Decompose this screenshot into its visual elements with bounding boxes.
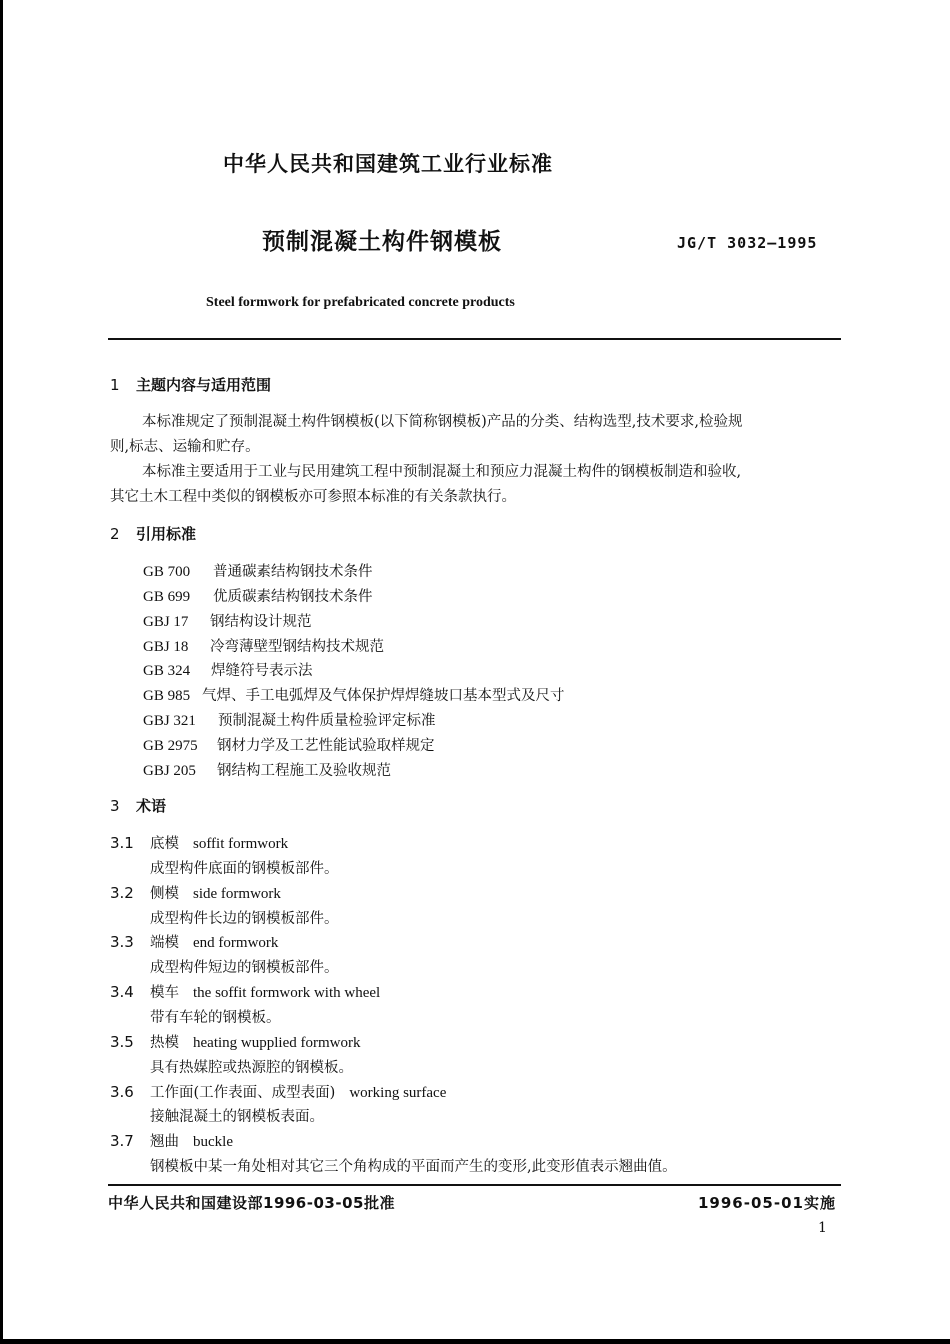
implementation-date: 1996-05-01实施 [698, 1194, 836, 1212]
page-number: 1 [818, 1220, 827, 1236]
section-1-paragraph-2 [110, 460, 842, 510]
header-divider [108, 338, 841, 340]
reference-name: 优质碳素结构钢技术条件 [213, 589, 373, 605]
term-number: 3.4 [110, 983, 134, 1001]
term-number: 3.3 [110, 933, 134, 951]
reference-code: GB 700 [143, 564, 191, 580]
term-definition: 带有车轮的钢模板。 [150, 1010, 281, 1026]
term-chinese: 模车 [150, 985, 179, 1001]
standard-code: JG/T 3032—1995 [677, 234, 818, 252]
term-entry [110, 832, 288, 853]
term-chinese: 侧模 [150, 886, 179, 902]
reference-code: GBJ 17 [143, 614, 189, 630]
reference-name: 钢结构工程施工及验收规范 [217, 763, 391, 779]
term-definition: 接触混凝土的钢模板表面。 [150, 1109, 324, 1125]
section-1-heading [110, 374, 271, 395]
reference-name: 普通碳素结构钢技术条件 [213, 564, 373, 580]
scan-edge-bottom [0, 1339, 950, 1344]
reference-name: 钢材力学及工艺性能试验取样规定 [217, 738, 435, 754]
approval-statement: 中华人民共和国建设部1996-03-05批准 [108, 1194, 395, 1212]
paragraph-line: 本标准主要适用于工业与民用建筑工程中预制混凝土和预应力混凝土构件的钢模板制造和验收, [142, 464, 742, 480]
term-entry [110, 882, 281, 903]
section-2-heading [110, 523, 196, 544]
reference-code: GBJ 18 [143, 639, 189, 655]
term-definition: 钢模板中某一角处相对其它三个角构成的平面而产生的变形,此变形值表示翘曲值。 [150, 1159, 677, 1175]
reference-name: 焊缝符号表示法 [211, 663, 313, 679]
footer-divider [108, 1184, 841, 1186]
section-number: 1 [110, 376, 120, 394]
section-1-paragraph-1 [110, 410, 842, 460]
reference-name: 预制混凝土构件质量检验评定标准 [218, 713, 436, 729]
reference-name: 钢结构设计规范 [210, 614, 312, 630]
term-number: 3.7 [110, 1132, 134, 1150]
paragraph-line: 其它土木工程中类似的钢模板亦可参照本标准的有关条款执行。 [110, 489, 516, 505]
section-title: 术语 [136, 797, 167, 815]
term-english: soffit formwork [193, 836, 289, 852]
reference-item [143, 659, 313, 680]
standard-organization: 中华人民共和国建筑工业行业标准 [223, 152, 553, 176]
term-chinese: 底模 [150, 836, 179, 852]
term-number: 3.6 [110, 1083, 134, 1101]
section-3-heading [110, 795, 166, 816]
document-title-english: Steel formwork for prefabricated concrete products [206, 295, 515, 310]
scan-edge-left [0, 0, 3, 1344]
reference-name: 气焊、手工电弧焊及气体保护焊焊缝坡口基本型式及尺寸 [202, 688, 565, 704]
term-entry [110, 1081, 446, 1102]
term-english: heating wupplied formwork [193, 1035, 361, 1051]
term-chinese: 热模 [150, 1035, 179, 1051]
term-english: buckle [193, 1134, 233, 1150]
document-title-chinese: 预制混凝土构件钢模板 [262, 229, 502, 255]
term-english: side formwork [193, 886, 281, 902]
paragraph-line: 则,标志、运输和贮存。 [110, 439, 260, 455]
section-title: 主题内容与适用范围 [136, 376, 272, 394]
term-number: 3.1 [110, 834, 134, 852]
term-entry [110, 1031, 360, 1052]
reference-item [143, 709, 436, 730]
reference-item [143, 560, 373, 581]
term-number: 3.5 [110, 1033, 134, 1051]
term-entry [110, 931, 278, 952]
reference-item [143, 734, 435, 755]
reference-item [143, 684, 565, 705]
term-definition: 具有热媒腔或热源腔的钢模板。 [150, 1060, 353, 1076]
section-number: 3 [110, 797, 120, 815]
section-title: 引用标准 [136, 525, 197, 543]
term-entry [110, 981, 380, 1002]
section-number: 2 [110, 525, 120, 543]
term-english: end formwork [193, 935, 279, 951]
reference-code: GB 985 [143, 688, 191, 704]
reference-item [143, 585, 373, 606]
reference-code: GB 2975 [143, 738, 198, 754]
reference-name: 冷弯薄壁型钢结构技术规范 [210, 639, 384, 655]
reference-item [143, 635, 384, 656]
reference-item [143, 759, 391, 780]
reference-code: GB 699 [143, 589, 191, 605]
reference-code: GBJ 205 [143, 763, 196, 779]
reference-item [143, 610, 312, 631]
term-english: working surface [349, 1085, 447, 1101]
term-definition: 成型构件长边的钢模板部件。 [150, 911, 339, 927]
term-chinese: 工作面(工作表面、成型表面) [150, 1085, 336, 1101]
term-chinese: 端模 [150, 935, 179, 951]
term-chinese: 翘曲 [150, 1134, 179, 1150]
term-definition: 成型构件底面的钢模板部件。 [150, 861, 339, 877]
reference-code: GBJ 321 [143, 713, 196, 729]
term-entry [110, 1130, 233, 1151]
term-number: 3.2 [110, 884, 134, 902]
term-english: the soffit formwork with wheel [193, 985, 381, 1001]
reference-code: GB 324 [143, 663, 191, 679]
term-definition: 成型构件短边的钢模板部件。 [150, 960, 339, 976]
paragraph-line: 本标准规定了预制混凝土构件钢模板(以下简称钢模板)产品的分类、结构选型,技术要求,检验规 [142, 414, 743, 430]
